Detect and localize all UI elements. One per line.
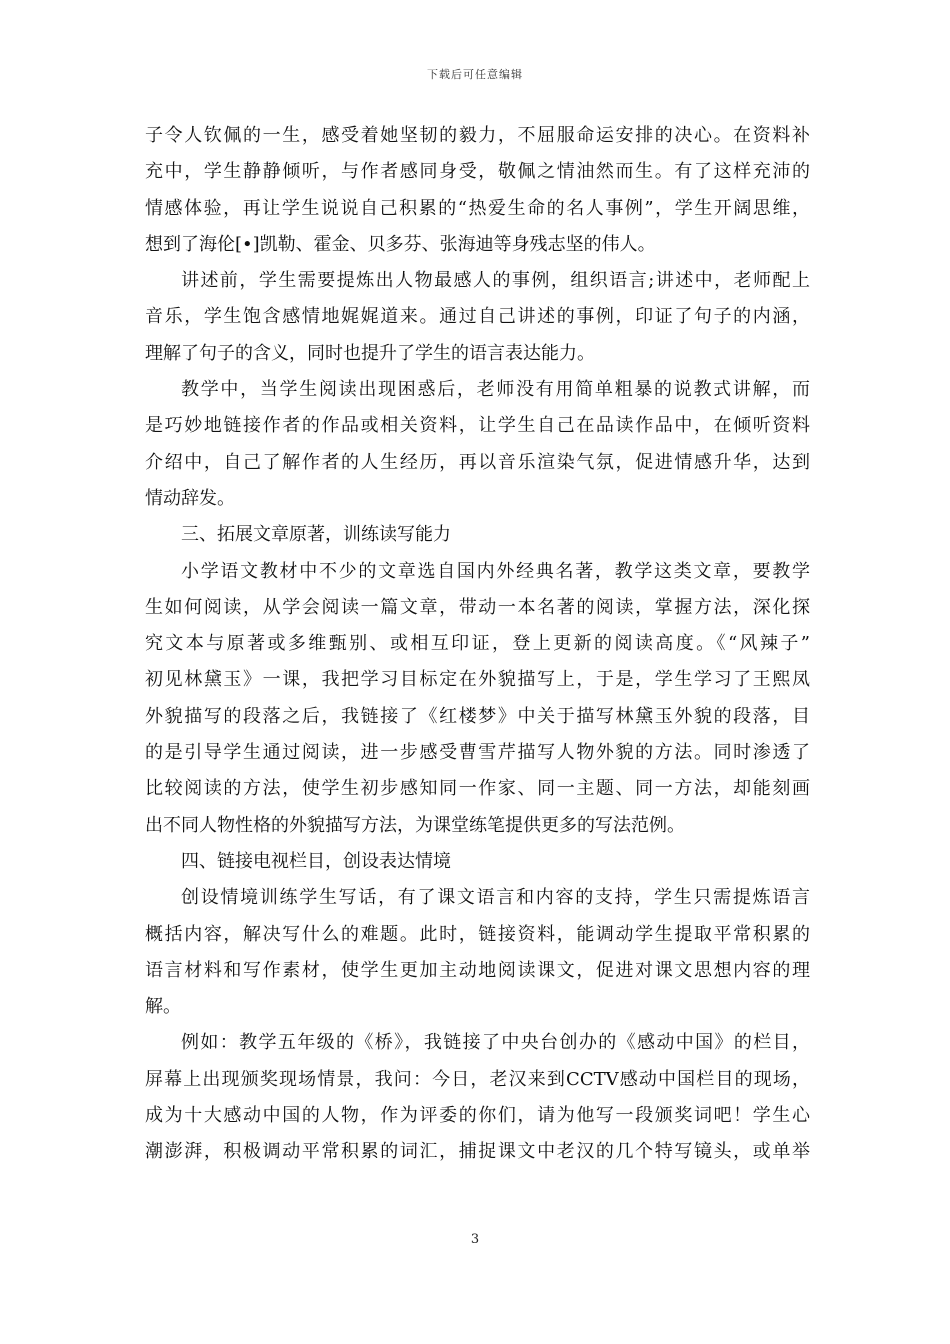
text-line: 介绍中，自己了解作者的人生经历，再以音乐渲染气氛，促进情感升华，达到	[145, 451, 810, 473]
text-line: 充中，学生静静倾听，与作者感同身受，敬佩之情油然而生。有了这样充沛的	[145, 161, 810, 183]
text-line: 外貌描写的段落之后，我链接了《红楼梦》中关于描写林黛玉外貌的段落，目	[145, 705, 810, 727]
text-line: 潮澎湃，积极调动平常积累的词汇，捕捉课文中老汉的几个特写镜头，或单举	[145, 1141, 810, 1163]
text-line: 讲述前，学生需要提炼出人物最感人的事例，组织语言;讲述中，老师配上	[181, 270, 810, 292]
text-line: 例如：教学五年级的《桥》，我链接了中央台创办的《感动中国》的栏目，	[181, 1032, 810, 1054]
text-line: 究文本与原著或多维甄别、或相互印证，登上更新的阅读高度。《“风辣子”	[145, 633, 810, 655]
paragraph-2	[145, 263, 810, 372]
text-line: 情感体验，再让学生说说自己积累的“热爱生命的名人事例”，学生开阔思维，	[145, 197, 810, 219]
paragraph-5	[145, 554, 810, 844]
text-line: 概括内容，解决写什么的难题。此时，链接资料，能调动学生提取平常积累的	[145, 923, 810, 945]
text-line: 初见林黛玉》一课，我把学习目标定在外貌描写上，于是，学生学习了王熙凤	[145, 669, 810, 691]
paragraph-1	[145, 118, 810, 263]
text-line: 成为十大感动中国的人物，作为评委的你们，请为他写一段颁奖词吧！学生心	[145, 1105, 810, 1127]
page-header: 下载后可任意编辑	[427, 68, 523, 81]
paragraph-7	[145, 880, 810, 1025]
text-line: 音乐，学生饱含感情地娓娓道来。通过自己讲述的事例，印证了句子的内涵，	[145, 306, 810, 328]
text-line: 语言材料和写作素材，使学生更加主动地阅读课文，促进对课文思想内容的理	[145, 959, 810, 981]
paragraph-3	[145, 372, 810, 517]
section-heading: 三、拓展文章原著，训练读写能力	[181, 524, 451, 546]
text-line: 小学语文教材中不少的文章选自国内外经典名著，教学这类文章，要教学	[181, 560, 810, 582]
text-line: 情动辞发。	[145, 487, 235, 509]
text-line: 是巧妙地链接作者的作品或相关资料，让学生自己在品读作品中，在倾听资料	[145, 415, 810, 437]
paragraph-8	[145, 1025, 810, 1170]
text-line: 屏幕上出现颁奖现场情景，我问：今日，老汉来到CCTV感动中国栏目的现场，	[145, 1068, 810, 1090]
text-line: 的是引导学生通过阅读，进一步感受曹雪芹描写人物外貌的方法。同时渗透了	[145, 742, 810, 764]
page-number: 3	[470, 1232, 480, 1247]
text-line: 生如何阅读，从学会阅读一篇文章，带动一本名著的阅读，掌握方法，深化探	[145, 596, 810, 618]
text-line: 想到了海伦[•]凯勒、霍金、贝多芬、张海迪等身残志坚的伟人。	[145, 233, 656, 255]
text-line: 出不同人物性格的外貌描写方法，为课堂练笔提供更多的写法范例。	[145, 814, 685, 836]
section-heading-4	[145, 844, 810, 880]
section-heading-3	[145, 517, 810, 553]
text-line: 解。	[145, 996, 181, 1018]
text-line: 理解了句子的含义，同时也提升了学生的语言表达能力。	[145, 342, 595, 364]
document-body	[145, 118, 810, 1171]
text-line: 子令人钦佩的一生，感受着她坚韧的毅力，不屈服命运安排的决心。在资料补	[145, 125, 810, 146]
text-line: 创设情境训练学生写话，有了课文语言和内容的支持，学生只需提炼语言	[181, 887, 810, 909]
text-line: 教学中，当学生阅读出现困惑后，老师没有用简单粗暴的说教式讲解，而	[181, 379, 810, 401]
section-heading: 四、链接电视栏目，创设表达情境	[181, 850, 451, 872]
text-line: 比较阅读的方法，使学生初步感知同一作家、同一主题、同一方法，却能刻画	[145, 778, 810, 800]
